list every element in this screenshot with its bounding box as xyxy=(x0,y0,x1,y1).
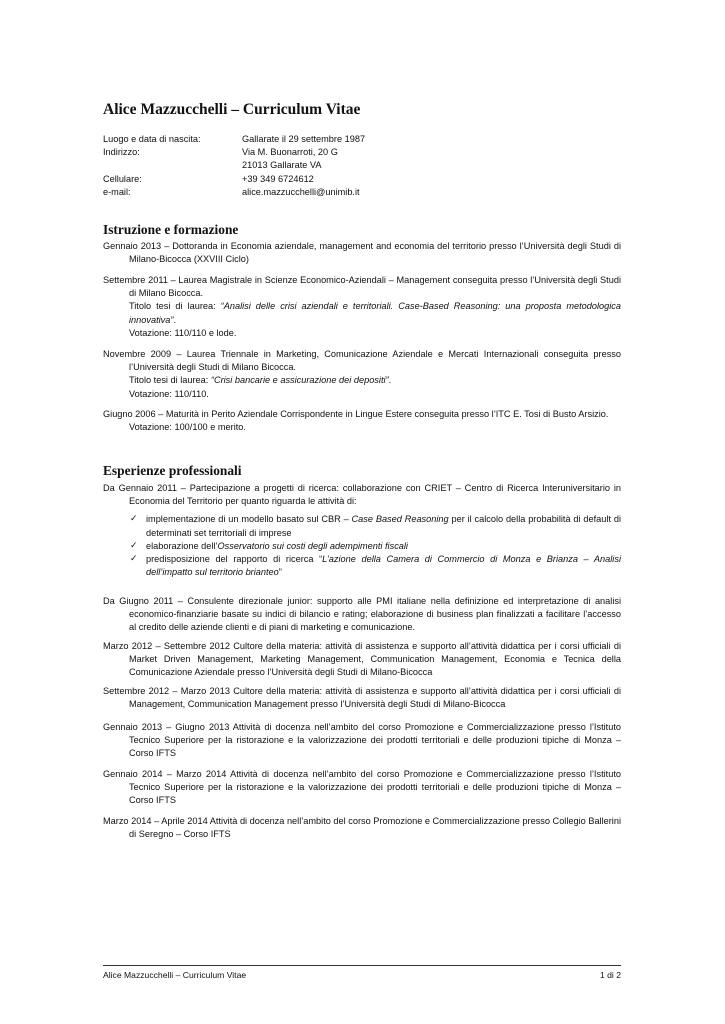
info-row xyxy=(103,173,621,186)
grade-line: Votazione: 110/110 e lode. xyxy=(129,327,237,338)
activity-item: ✓ implementazione di un modello basato sul CBR – Case Based Reasoning per il calcolo della probabilità di default di determinati set territoriali di imprese xyxy=(130,514,621,538)
footer-title: Alice Mazzucchelli – Curriculum Vitae xyxy=(103,970,247,980)
experience-entry xyxy=(103,685,621,711)
grade-line: Votazione: 100/100 e merito. xyxy=(129,422,246,433)
page-number: 1 di 2 xyxy=(599,970,621,980)
education-entry xyxy=(103,274,621,340)
info-label: e-mail: xyxy=(103,186,131,197)
experience-text: Gennaio 2014 – Marzo 2014 Attività di docenza nell’ambito del corso Promozione e Commercializzazione presso l’Istituto Tecnico Superiore per la ristorazione e la valorizzazione dei prodotti territoriali e delle produzioni tipiche di Monza – Corso IFTS xyxy=(103,769,621,806)
info-row xyxy=(103,186,621,199)
experience-text: Gennaio 2013 – Giugno 2013 Attività di docenza nell’ambito del corso Promozione e Commercializzazione presso l’Istituto Tecnico Superiore per la ristorazione e la valorizzazione dei prodotti territoriali e delle produzioni tipiche di Monza – Corso IFTS xyxy=(103,722,621,759)
thesis-title: “Crisi bancarie e assicurazione dei depositi” xyxy=(210,375,389,386)
info-row xyxy=(103,133,621,146)
info-label: Cellulare: xyxy=(103,173,142,184)
education-text: Gennaio 2013 – Dottoranda in Economia aziendale, management and economia del territorio presso l’Università degli Studi di Milano-Bicocca (XXVIII Ciclo) xyxy=(103,241,621,265)
experience-text: Marzo 2014 – Aprile 2014 Attività di docenza nell’ambito del corso Promozione e Commercializzazione presso Collegio Ballerini di Seregno – Corso IFTS xyxy=(103,816,621,840)
thesis-title: “Analisi delle crisi aziendali e territoriali. Case-Based Reasoning: una proposta metodologica innovativa” xyxy=(129,301,621,325)
info-label: Luogo e data di nascita: xyxy=(103,134,201,144)
checkmark-icon: ✓ xyxy=(130,540,138,551)
thesis-end: . xyxy=(173,314,176,325)
page-title: Alice Mazzucchelli – Curriculum Vitae xyxy=(103,101,361,118)
info-label xyxy=(103,159,242,172)
experience-text: Settembre 2012 – Marzo 2013 Cultore della materia: attività di assistenza e supporto all’attività didattica per i corsi ufficiali di Management, Communication Management presso l’Università degli Studi di Milano-Bicocca xyxy=(103,686,621,710)
info-value: +39 349 6724612 xyxy=(242,173,314,184)
info-value: Gallarate il 29 settembre 1987 xyxy=(242,134,366,144)
experience-heading: Esperienze professionali xyxy=(103,463,242,478)
education-heading: Istruzione e formazione xyxy=(103,222,239,237)
experience-text: Da Giugno 2011 – Consulente direzionale junior: supporto alle PMI italiane nella definizione ed interpretazione di analisi economico-finanziarie basate su indici di bilancio e rating; elaborazione di business plan finalizzati a facilitare l’accesso al credito delle aziende clienti e di piani di marketing e comunicazione. xyxy=(103,596,621,633)
experience-entry xyxy=(103,595,621,635)
info-value: 21013 Gallarate VA xyxy=(242,160,322,171)
experience-text: Marzo 2012 – Settembre 2012 Cultore della materia: attività di assistenza e supporto all’attività didattica per i corsi ufficiali di Market Driven Management, Marketing Management, Communication Management, Economia e Tecnica della Comunicazione Aziendale presso l’Università degli Studi di Milano-Bicocca xyxy=(103,641,621,678)
email-value: alice.mazzucchelli@unimib.it xyxy=(242,186,360,197)
experience-entry xyxy=(103,721,621,761)
activity-item: ✓ elaborazione dell’Osservatorio sui costi degli adempimenti fiscali xyxy=(103,540,621,553)
activity-list xyxy=(103,513,621,579)
checkmark-icon: ✓ xyxy=(130,514,138,525)
education-text: Novembre 2009 – Laurea Triennale in Marketing, Comunicazione Aziendale e Mercati Internazionali conseguita presso l’Università degli Studi di Milano Bicocca. xyxy=(103,349,621,373)
page-footer xyxy=(103,965,621,982)
thesis-line xyxy=(103,300,621,326)
experience-text: Da Gennaio 2011 – Partecipazione a progetti di ricerca: collaborazione con CRIET – Centro di Ricerca Interuniversitario in Economia del Territorio per quanto riguarda le attività di: xyxy=(103,483,621,507)
info-row xyxy=(103,159,621,172)
education-entry xyxy=(103,348,621,401)
experience-entry xyxy=(103,815,621,841)
checkmark-icon: ✓ xyxy=(130,554,138,565)
grade-line: Votazione: 110/110. xyxy=(129,388,209,399)
thesis-end: . xyxy=(388,375,392,386)
info-value: Via M. Buonarroti, 20 G xyxy=(242,147,338,158)
info-label: Indirizzo: xyxy=(103,147,140,158)
activity-item: ✓ predisposizione del rapporto di ricerca “L’azione della Camera di Commercio di Monza e Brianza – Analisi dell’impatto sul territorio brianteo” xyxy=(130,554,621,578)
experience-entry xyxy=(103,482,621,579)
personal-info xyxy=(103,133,621,199)
experience-entry xyxy=(103,768,621,808)
thesis-label: Titolo tesi di laurea: xyxy=(129,375,211,386)
education-entry xyxy=(103,408,621,434)
thesis-line xyxy=(103,374,621,387)
thesis-label: Titolo tesi di laurea: xyxy=(129,301,221,312)
education-text: Settembre 2011 – Laurea Magistrale in Scienze Economico-Aziendali – Management conseguita presso l’Università degli Studi di Milano Bicocca. xyxy=(103,275,621,299)
education-entry xyxy=(103,240,621,266)
education-text: Giugno 2006 – Maturità in Perito Aziendale Corrispondente in Lingue Estere conseguita presso l’ITC E. Tosi di Busto Arsizio. xyxy=(103,409,609,419)
info-row xyxy=(103,146,621,159)
experience-entry xyxy=(103,640,621,680)
